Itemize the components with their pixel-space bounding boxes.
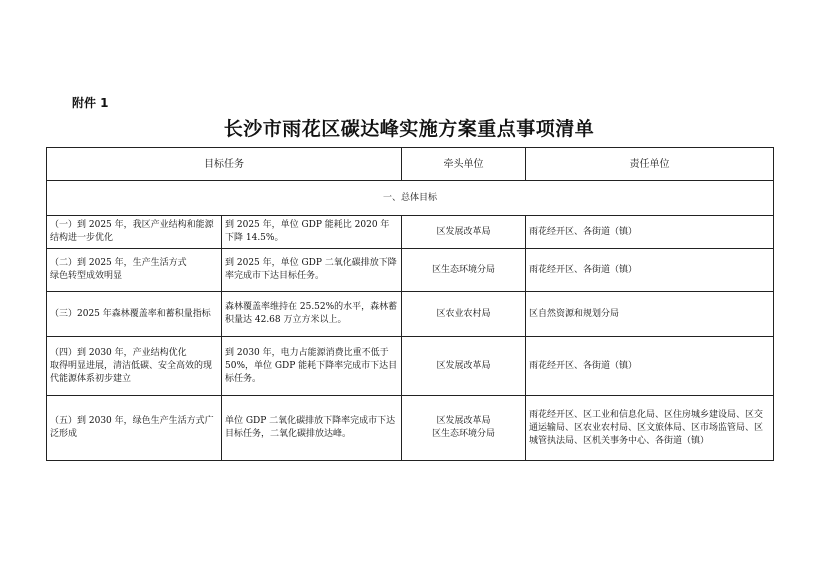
- table-header-row: [47, 148, 774, 181]
- lead-unit-cell: 区农业农村局: [402, 292, 526, 337]
- responsible-unit-cell: 雨花经开区、各街道（镇）: [526, 337, 774, 396]
- lead-unit-cell: 区生态环境分局: [402, 249, 526, 292]
- goal-cell: （三）2025 年森林覆盖率和蓄积量指标: [47, 292, 222, 337]
- goal-cell: （五）到 2030 年，绿色生产生活方式广泛形成: [47, 396, 222, 461]
- table-row: [47, 337, 774, 396]
- lead-unit-cell: 区发展改革局: [402, 216, 526, 249]
- target-cell: 到 2030 年，电力占能源消费比重不低于 50%，单位 GDP 能耗下降率完成市下达目标任务。: [222, 337, 402, 396]
- table-row: [47, 249, 774, 292]
- attachment-label: 附件 1: [72, 96, 109, 110]
- responsible-unit-cell: 区自然资源和规划分局: [526, 292, 774, 337]
- responsible-unit-cell: 雨花经开区、各街道（镇）: [526, 216, 774, 249]
- target-cell: 森林覆盖率维持在 25.52%的水平，森林蓄积量达 42.68 万立方米以上。: [222, 292, 402, 337]
- lead-unit-cell: 区发展改革局 区生态环境分局: [402, 396, 526, 461]
- target-cell: 到 2025 年，单位 GDP 能耗比 2020 年下降 14.5%。: [222, 216, 402, 249]
- responsible-unit-cell: 雨花经开区、区工业和信息化局、区住房城乡建设局、区交通运输局、区农业农村局、区文旅体局、区市场监管局、区城管执法局、区机关事务中心、各街道（镇）: [526, 396, 774, 461]
- header-responsible-unit: 责任单位: [526, 148, 774, 181]
- target-cell: 到 2025 年，单位 GDP 二氧化碳排放下降率完成市下达目标任务。: [222, 249, 402, 292]
- goal-cell: （二）到 2025 年，生产生活方式 绿色转型成效明显: [47, 249, 222, 292]
- lead-unit-cell: 区发展改革局: [402, 337, 526, 396]
- table-row: [47, 292, 774, 337]
- header-lead-unit: 牵头单位: [402, 148, 526, 181]
- goal-cell: （一）到 2025 年，我区产业结构和能源结构进一步优化: [47, 216, 222, 249]
- header-goal: 目标任务: [47, 148, 402, 181]
- section-row: [47, 181, 774, 216]
- key-tasks-table: [46, 147, 774, 461]
- responsible-unit-cell: 雨花经开区、各街道（镇）: [526, 249, 774, 292]
- target-cell: 单位 GDP 二氧化碳排放下降率完成市下达目标任务，二氧化碳排放达峰。: [222, 396, 402, 461]
- goal-cell: （四）到 2030 年，产业结构优化 取得明显进展，清洁低碳、安全高效的现代能源体系初步建立: [47, 337, 222, 396]
- table-row: [47, 216, 774, 249]
- document-title: 长沙市雨花区碳达峰实施方案重点事项清单: [223, 118, 595, 140]
- table-row: [47, 396, 774, 461]
- section-title: 一、总体目标: [47, 181, 774, 216]
